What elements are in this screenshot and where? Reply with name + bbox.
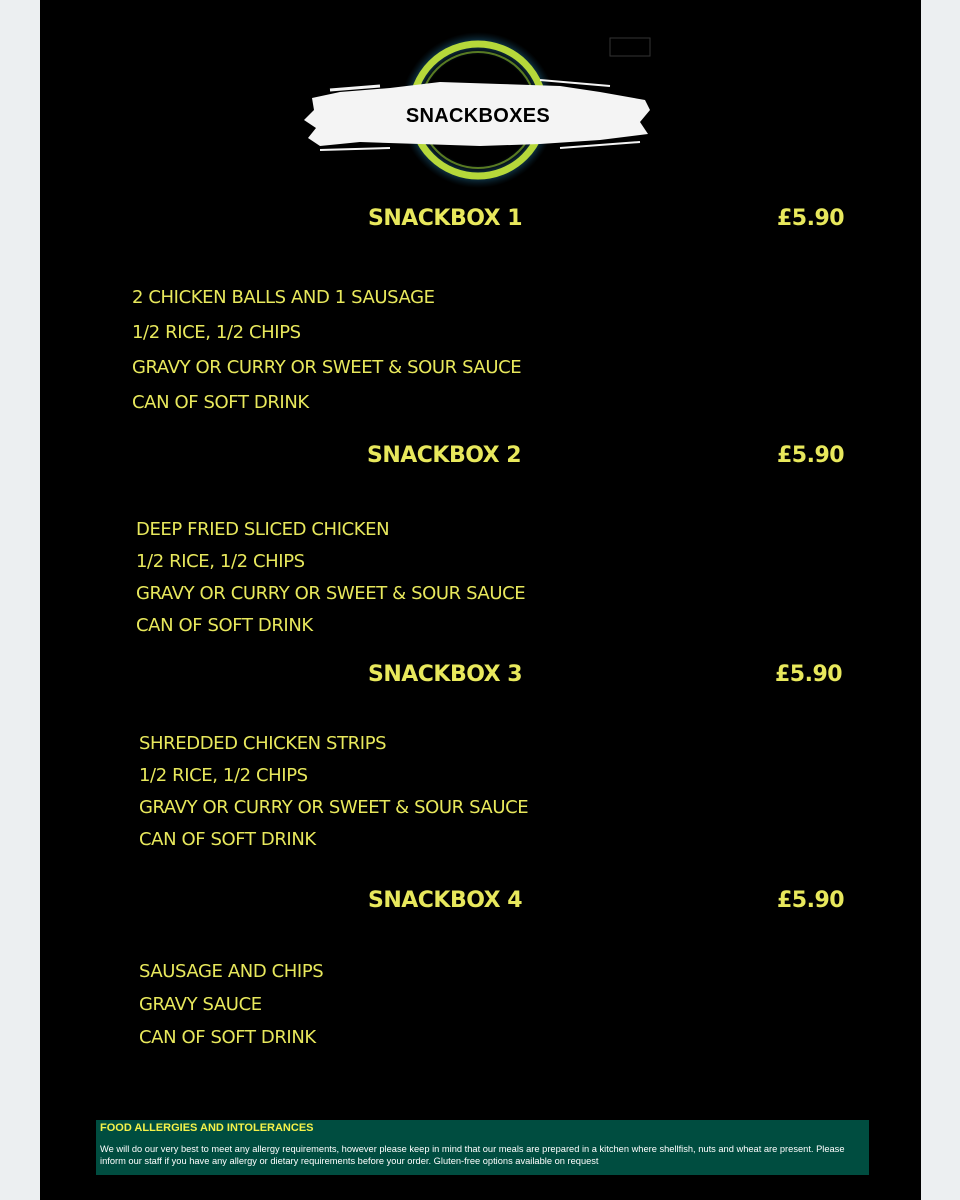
price-label: £5.90 — [775, 662, 843, 687]
item-list — [136, 519, 525, 647]
header-logo — [300, 30, 656, 190]
allergy-text: We will do our very best to meet any allergy requirements, however please keep in mind that our meals are prepared in a kitchen where shellfish, nuts and wheat are present. Please inform our staff if you have any allergy or dietary requirements before your order. Gluten-free options available on request — [100, 1144, 845, 1166]
section-title: SNACKBOX 3 — [368, 662, 523, 687]
list-item: CAN OF SOFT DRINK — [136, 615, 313, 636]
allergy-title: FOOD ALLERGIES AND INTOLERANCES — [100, 1122, 314, 1134]
list-item: DEEP FRIED SLICED CHICKEN — [136, 519, 390, 540]
list-item: CAN OF SOFT DRINK — [132, 392, 309, 413]
list-item: 1/2 RICE, 1/2 CHIPS — [139, 765, 308, 786]
list-item: CAN OF SOFT DRINK — [139, 829, 316, 850]
section-title: SNACKBOX 1 — [368, 206, 523, 231]
list-item: 1/2 RICE, 1/2 CHIPS — [132, 322, 301, 343]
list-item: CAN OF SOFT DRINK — [139, 1027, 316, 1048]
allergy-notice — [96, 1120, 869, 1175]
section-title: SNACKBOX 4 — [368, 888, 523, 913]
price-label: £5.90 — [777, 443, 845, 468]
list-item: SAUSAGE AND CHIPS — [139, 961, 324, 982]
item-list — [139, 733, 528, 861]
list-item: 1/2 RICE, 1/2 CHIPS — [136, 551, 305, 572]
list-item: GRAVY OR CURRY OR SWEET & SOUR SAUCE — [136, 583, 526, 604]
menu-page — [40, 0, 921, 1200]
list-item: GRAVY SAUCE — [139, 994, 262, 1015]
section-title: SNACKBOX 2 — [367, 443, 522, 468]
price-label: £5.90 — [777, 888, 845, 913]
list-item: GRAVY OR CURRY OR SWEET & SOUR SAUCE — [139, 797, 529, 818]
item-list — [139, 961, 323, 1060]
page-title: SNACKBOXES — [405, 105, 551, 127]
list-item: SHREDDED CHICKEN STRIPS — [139, 733, 387, 754]
price-label: £5.90 — [777, 206, 845, 231]
list-item: GRAVY OR CURRY OR SWEET & SOUR SAUCE — [132, 357, 522, 378]
list-item: 2 CHICKEN BALLS AND 1 SAUSAGE — [132, 287, 435, 308]
item-list — [132, 287, 521, 427]
